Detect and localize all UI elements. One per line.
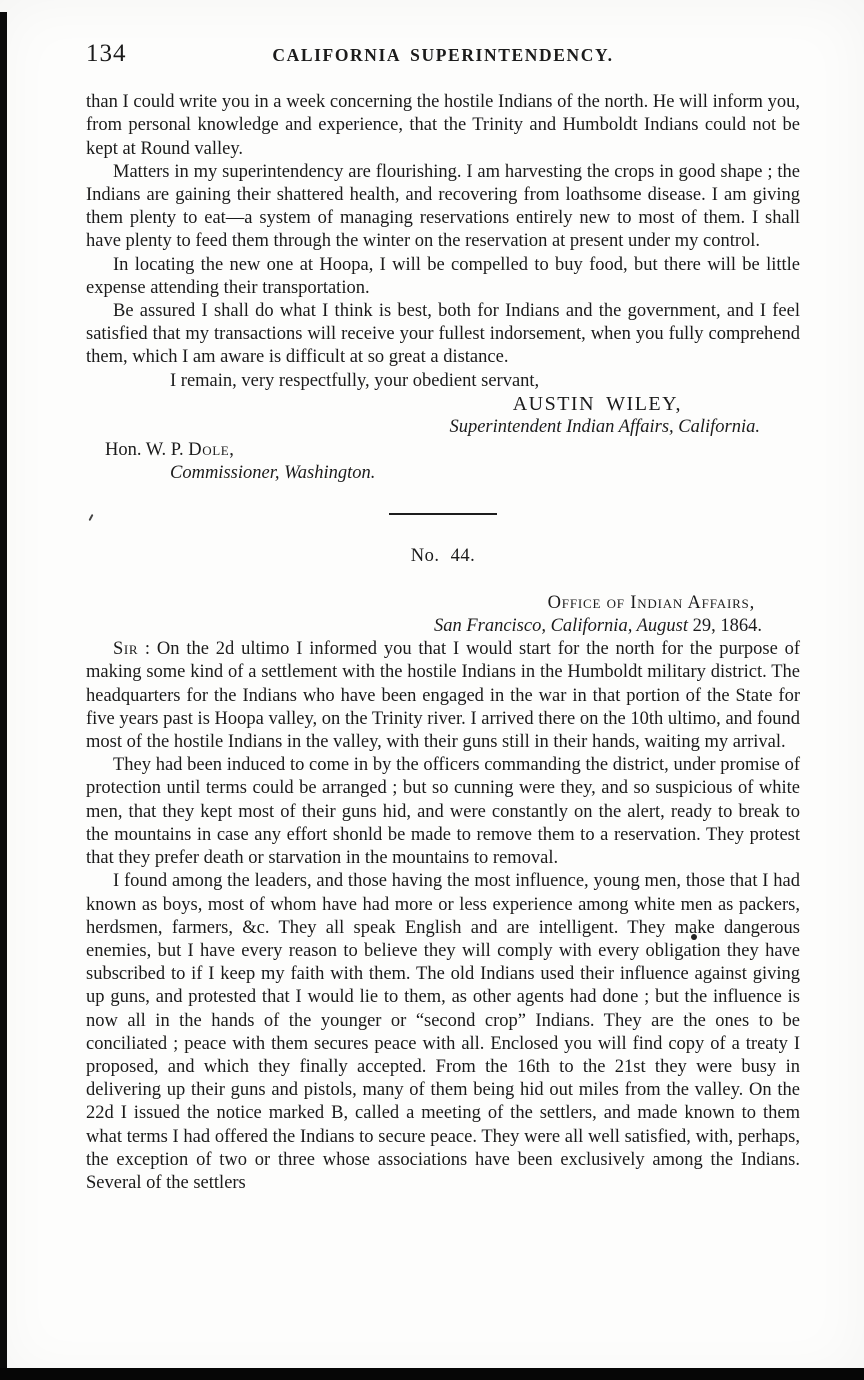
addressee-name: Dole, xyxy=(188,440,235,461)
paragraph: Matters in my superintendency are flourishing. I am harvesting the crops in good shape ; the Indians are gaining their shattered health, and recovering from loathsome disease. I am giving them plenty to eat—a system of managing reservations entirely new to most of them. I shall have plenty to feed them through the winter on the reservation at present under my control. xyxy=(86,161,800,252)
section-divider xyxy=(389,513,497,515)
letter-1 xyxy=(86,91,800,485)
addressee-honorific: Hon. W. P. xyxy=(105,440,189,461)
dateline-place: San Francisco, California, August xyxy=(433,616,688,637)
paragraph: I found among the leaders, and those having the most influence, young men, those that I had known as boys, most of whom have had more or less experience among white men as packers, herdsmen, farmers, &c. They all speak English and are intelligent. They make dangerous enemies, but I have every reason to believe they will comply with every obligation they have subscribed to if I keep my faith with them. The old Indians used their influence against giving up guns, and protested that I would lie to them, as other agents had done ; but the influence is now all in the hands of the younger or “second crop” Indians. They are the ones to be conciliated ; peace with them secures peace with all. Enclosed you will find copy of a treaty I proposed, and which they finally accepted. From the 16th to the 21st they were busy in delivering up their guns and pistols, many of them being hid out miles from the valley. On the 22d I issued the notice marked B, called a meeting of the settlers, and made known to them what terms I had offered the Indians to secure peace. They were all well satisfied, with, perhaps, the exception of two or three whose associations have been exclusively among the Indians. Several of the settlers xyxy=(86,871,800,1193)
salutation-separator: : xyxy=(138,639,157,660)
scan-edge-left xyxy=(0,12,7,1380)
salutation: Sir xyxy=(113,639,139,660)
running-head: CALIFORNIA SUPERINTENDENCY. xyxy=(272,45,614,65)
document-number: No. 44. xyxy=(410,545,476,566)
page-number: 134 xyxy=(86,40,127,67)
scan-edge-bottom xyxy=(0,1368,864,1380)
paragraph-text: On the 2d ultimo I informed you that I would start for the north for the purpose of making some kind of a settlement with the hostile Indians in the Humboldt military district. The headquarters for the Indians who have been engaged in the war in that portion of the State for five years past is Hoopa valley, on the Trinity river. I arrived there on the 10th ultimo, and found most of the hostile Indians in the valley, with their guns still in their hands, waiting my arrival. xyxy=(86,639,801,753)
paragraph: In locating the new one at Hoopa, I will be compelled to buy food, but there will be little expense attending their transportation. xyxy=(86,254,800,298)
valediction: I remain, very respectfully, your obedient servant, xyxy=(170,370,540,391)
dateline-date: 29, 1864. xyxy=(688,616,762,637)
page-header xyxy=(86,42,800,67)
dateline xyxy=(86,615,800,638)
signature-name: AUSTIN WILEY, xyxy=(512,392,682,415)
office-line: Office of Indian Affairs, xyxy=(547,592,755,613)
page-content xyxy=(86,42,800,1195)
addressee-line xyxy=(86,439,800,462)
paragraph xyxy=(86,638,800,754)
addressee-title: Commissioner, Washington. xyxy=(170,463,376,484)
paragraph: Be assured I shall do what I think is best, both for Indians and the government, and I feel satisfied that my transactions will receive your fullest indorsement, when you fully comprehend them, which I am aware is difficult at so great a distance. xyxy=(86,301,800,368)
signature-title: Superintendent Indian Affairs, California. xyxy=(449,417,760,438)
paragraph: They had been induced to come in by the officers commanding the district, under promise of protection until terms could be arranged ; but so cunning were they, and so suspicious of white men, that they kept most of their guns hid, and were constantly on the alert, ready to break to the mountains in case any effort shonld be made to remove them to a reservation. They protest that they prefer death or starvation in the mountains to removal. xyxy=(86,755,800,869)
paragraph: than I could write you in a week concerning the hostile Indians of the north. He will inform you, from personal knowledge and experience, that the Trinity and Humboldt Indians could not be kept at Round valley. xyxy=(86,92,800,159)
letter-2 xyxy=(86,545,800,1195)
